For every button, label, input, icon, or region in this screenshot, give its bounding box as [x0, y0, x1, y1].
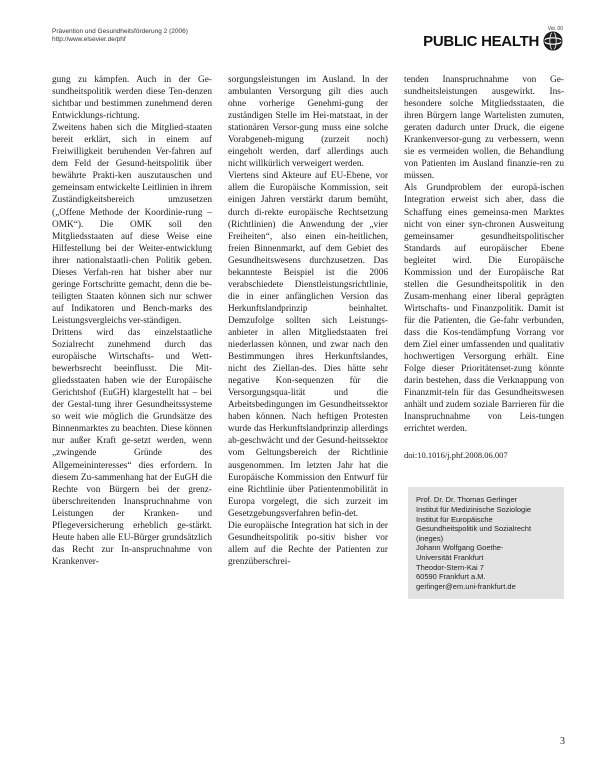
- page-number: 3: [560, 736, 565, 747]
- article-body: [52, 74, 564, 734]
- paragraph: Viertens sind Akteure auf EU-Ebene, vor allem die Europäische Kommission, seit einigen Jahren verstärkt darum bemüht, durch di-rekte europäische Rechtsetzung (Richtlinien) die Anwendung der „vier Freiheiten“, also einen ein-heitlichen, freien Binnenmarkt, auf dem Gebiet des Gesundheitswesens durchzusetzen. Das bekannteste Beispiel ist die 2006 verabschiedete Dienstleistungsrichtlinie, die in einer anfänglichen Version das Herkunftslandprinzip beinhaltet. Demzufolge sollten sich Leistungs-anbieter in allen Mitgliedstaaten frei niederlassen können, und zwar nach den Bestimmungen ihres Herkunftslandes, nicht des Ziellan-des. Dies hätte sehr negative Kon-sequenzen für die Versorgungsqua-lität und die Arbeitsbedingungen im Gesundheitssektor haben können. Nach heftigen Protesten wurde das Herkunftslandprinzip allerdings ab-geschwächt und der Gesund-heitssektor vom Geltungsbereich der Richtlinie ausgenommen. Im letzten Jahr hat die Europäische Kommission den Entwurf für eine Richtlinie über Patientenmobilität in Europa vorgelegt, die sich zurzeit im Gesetzgebungsverfahren befin-det.: [228, 171, 388, 519]
- author-name: Prof. Dr. Dr. Thomas Gerlinger: [416, 495, 518, 505]
- author-university: Johann Wolfgang Goethe-: [416, 543, 504, 553]
- text-column-2: [228, 74, 388, 734]
- paragraph: gung zu kämpfen. Auch in der Ge-sundheitspolitik werden diese Ten-denzen sichtbar und bestimmen zunehmend deren Entwicklungs-richtung.: [52, 75, 212, 122]
- author-street: Theodor-Stern-Kai 7: [416, 562, 484, 572]
- paragraph: Als Grundproblem der europä-ischen Integration erweist sich aber, dass die Schaffung eines gemeinsa-men Marktes nicht von einer syn-chronen Ausweitung gemeinsamer gesundheitspolitischer Standards auf europäischer Ebene begleitet wird. Die Europäische Kommission und der Europäische Rat stellen die Gesundheitspolitik in den Zusam-menhang einer liberal geprägten Wirtschafts- und Finanzpolitik. Damit ist für die Patienten, die Ge-fahr verbunden, dass die Kos-tendämpfung Vorrang vor dem Ziel einer umfassenden und qualitativ hochwertigen Versorgung erhält. Eine Folge dieser Prioritätenset-zung könnte darin bestehen, dass die Verknappung von Finanzmit-teln für das Gesundheitswesen anhält und zudem soziale Barrieren für die Inanspruchnahme von Leis-tungen errichtet werden.: [404, 183, 564, 435]
- paragraph: Zweitens haben sich die Mitglied-staaten bereit erklärt, sich in einem auf Freiwilligkeit beruhenden Ver-fahren auf dem Feld der Gesund-heitspolitik über bewährte Prakti-ken auszutauschen und gemeinsam entwickelte Leitlinien in ihrem Zuständigkeitsbereich umzusetzen („Offene Methode der Koordinie-rung – OMK“). Die OMK soll den Mitgliedsstaaten auf diese Weise eine Hilfestellung bei der Weiter-entwicklung ihrer nationalstaatli-chen Politik geben. Dieses Verfah-ren hat bisher aber nur geringe Fortschritte gemacht, denn die be-teiligten Staaten können sich nur schwer auf Indikatoren und Bench-marks des Leistungsvergleichs ver-ständigen.: [52, 123, 212, 326]
- text-column-1: [52, 74, 212, 734]
- author-affiliation: Institut für Medizinische Soziologie: [416, 505, 532, 515]
- paragraph: Die europäische Integration hat sich in der Gesundheitspolitik po-sitiv bisher vor allem auf die Rechte der Patienten zur grenzüberschrei-: [228, 520, 388, 567]
- author-info-box: [408, 487, 564, 599]
- author-email: gerlinger@em.uni-frankfurt.de: [416, 581, 516, 591]
- journal-url: http://www.elsevier.de/phf: [52, 36, 126, 43]
- brand-name: PUBLIC HEALTH: [423, 32, 539, 50]
- doi-reference: doi:10.1016/j.phf.2008.06.007: [404, 450, 508, 461]
- text-column-3: [404, 74, 564, 734]
- author-affiliation: Institut für Europäische: [416, 514, 493, 524]
- author-affiliation: Gesundheitspolitik und Sozialrecht: [416, 524, 532, 534]
- journal-header: [52, 28, 188, 44]
- journal-brand: [423, 26, 563, 50]
- paragraph: tenden Inanspruchnahme von Ge-sundheitsleistungen ausgewirkt. Ins-besondere solche Mitgliedsstaaten, die ihren Bürgern lange Wartelisten zumuten, geraten dadurch unter Druck, die eigene Krankenversor-gung zu verbessern, wenn sie es vermeiden wollen, die Behandlung von Patienten im Ausland finanzie-ren zu müssen.: [404, 75, 564, 182]
- author-city: 60590 Frankfurt a.M.: [416, 572, 486, 582]
- author-university: Universität Frankfurt: [416, 553, 484, 563]
- journal-citation: Prävention und Gesundheitsförderung 2 (2006): [52, 28, 188, 35]
- paragraph: Drittens wird das einzelstaatliche Sozialrecht zunehmend durch das europäische Wirtschafts- und Wett-bewerbsrecht beeinflusst. Die Mit-gliedsstaaten haben wie der Europäische Gerichtshof (EuGH) klargestellt hat – bei der Gestal-tung ihrer Gesundheitssysteme so weit wie möglich die Grundsätze des Binnenmarktes zu beachten. Diese können nur außer Kraft ge-setzt werden, wenn „zwingende Gründe des Allgemeininteresses“ dies erfordern. In diesem Zu-sammenhang hat der EuGH die Rechte von Bürgern bei der grenz-überschreitenden Inanspruchnahme von Leistungen der Kranken- und Pflegeversicherung erheblich ge-stärkt. Heute haben alle EU-Bürger grundsätzlich das Recht zur In-anspruchnahme von Krankenver-: [52, 327, 212, 567]
- author-affiliation: (ineges): [416, 533, 444, 543]
- paragraph: sorgungsleistungen im Ausland. In der ambulanten Versorgung gilt dies auch ohne vorherige Genehmi-gung der zuständigen Stelle im Hei-matstaat, in der stationären Versor-gung muss eine solche Vorabgeneh-migung (zurzeit noch) eingeholt werden, darf allerdings auch nicht willkürlich verweigert werden.: [228, 75, 388, 170]
- brand-volume: Vol. 00: [547, 26, 563, 32]
- globe-logo-icon: [543, 31, 563, 51]
